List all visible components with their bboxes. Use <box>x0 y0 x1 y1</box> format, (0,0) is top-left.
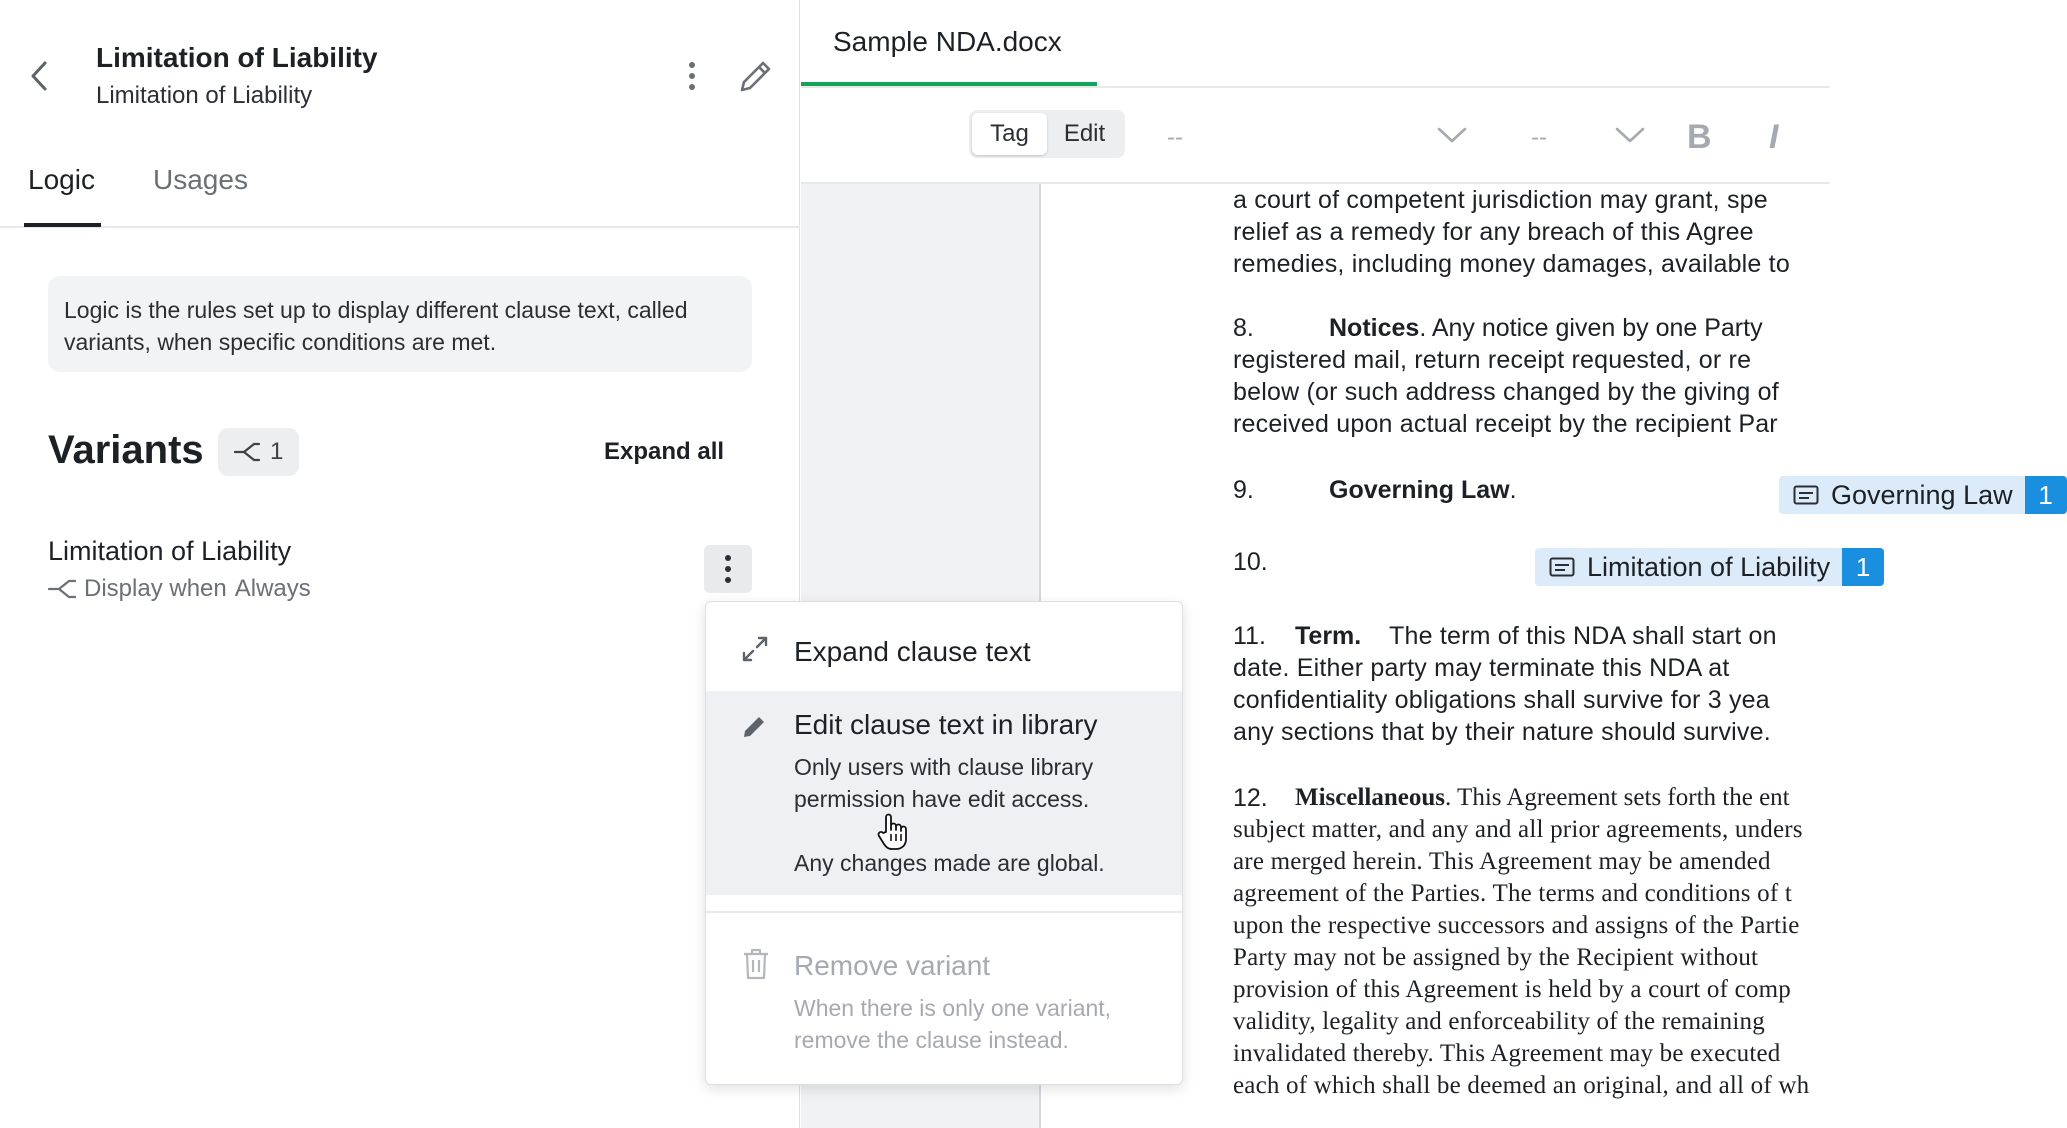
clause-panel <box>0 0 800 1128</box>
variant-condition <box>48 575 311 603</box>
section-first-line: The term of this NDA shall start on <box>1389 622 1777 650</box>
doc-line: are merged herein. This Agreement may be amended <box>1233 848 1771 875</box>
expand-clause-text-option[interactable] <box>706 602 1182 690</box>
section-heading <box>1329 314 1763 343</box>
vertical-ellipsis-icon <box>724 554 732 584</box>
doc-line: agreement of the Parties. The terms and conditions of t <box>1233 880 1792 907</box>
doc-line: provision of this Agreement is held by a court of comp <box>1233 976 1791 1003</box>
limitation-of-liability-clause-tag[interactable] <box>1535 548 1884 586</box>
menu-item-label: Edit clause text in library <box>794 709 1098 740</box>
section-first-line: . Any notice given by one Party <box>1419 314 1763 342</box>
section-heading-text: Notices <box>1329 314 1420 342</box>
clause-title: Limitation of Liability <box>96 42 378 73</box>
doc-line: upon the respective successors and assigns of the Partie <box>1233 912 1800 939</box>
branch-icon <box>48 579 76 599</box>
clause-tag-count: 1 <box>1842 548 1884 586</box>
menu-item-label: Expand clause text <box>794 636 1031 667</box>
doc-line: Party may not be assigned by the Recipient without <box>1233 944 1759 971</box>
variants-heading: Variants <box>48 428 204 472</box>
bold-button[interactable]: B <box>1687 118 1712 156</box>
more-options-button[interactable] <box>674 56 710 96</box>
back-button[interactable] <box>24 56 54 96</box>
mode-toggle <box>969 110 1125 158</box>
active-tab-indicator <box>24 223 101 227</box>
chevron-down-icon[interactable] <box>1615 126 1645 144</box>
tab-usages[interactable]: Usages <box>153 164 248 195</box>
variant-condition-value: Always <box>234 575 311 602</box>
section-heading-text: Miscellaneous <box>1295 784 1445 811</box>
size-select[interactable]: -- <box>1531 124 1547 151</box>
pencil-icon <box>739 59 773 93</box>
edit-mode-button[interactable]: Edit <box>1063 120 1106 147</box>
section-heading-text: Governing Law <box>1329 476 1510 504</box>
menu-item-description: When there is only one variant, remove the clause instead. <box>794 995 1112 1053</box>
doc-line: relief as a remedy for any breach of this Agree <box>1233 218 1754 246</box>
document-tab-indicator <box>801 82 1097 86</box>
clause-tabs <box>0 150 800 228</box>
section-heading-period: . <box>1509 476 1517 504</box>
pencil-icon <box>742 715 766 739</box>
menu-item-description: Any changes made are global. <box>794 850 1105 876</box>
editor-toolbar <box>801 88 1830 184</box>
tab-logic[interactable]: Logic <box>28 164 95 195</box>
doc-line: a court of competent jurisdiction may grant, spe <box>1233 186 1768 214</box>
section-heading <box>1329 476 1517 505</box>
remove-variant-option[interactable] <box>706 914 1182 1084</box>
italic-button[interactable]: I <box>1769 118 1779 156</box>
logic-info-box: Logic is the rules set up to display different clause text, called variants, when specific conditions are met. <box>48 276 752 372</box>
edit-clause-button[interactable] <box>736 56 776 96</box>
doc-line: remedies, including money damages, available to <box>1233 250 1790 278</box>
section-number: 10. <box>1233 548 1268 576</box>
clause-tag-count: 1 <box>2025 476 2067 514</box>
tag-mode-button[interactable]: Tag <box>972 113 1047 155</box>
vertical-ellipsis-icon <box>688 61 696 91</box>
variant-name[interactable]: Limitation of Liability <box>48 536 292 566</box>
chevron-down-icon[interactable] <box>1437 126 1467 144</box>
doc-line: any sections that by their nature should survive. <box>1233 718 1771 746</box>
section-number: 9. <box>1233 476 1254 504</box>
variant-options-menu <box>705 601 1183 1085</box>
document-tabbar <box>801 0 1830 88</box>
doc-line: invalidated thereby. This Agreement may be executed <box>1233 1040 1781 1067</box>
doc-line: each of which shall be deemed an original, and all of wh <box>1233 1072 1810 1099</box>
doc-line: validity, legality and enforceability of the remaining <box>1233 1008 1765 1035</box>
clause-tag-label: Governing Law <box>1831 479 2013 510</box>
clause-tag-label: Limitation of Liability <box>1587 551 1831 582</box>
doc-line: registered mail, return receipt requested, or re <box>1233 346 1752 374</box>
clause-subtitle: Limitation of Liability <box>96 82 313 109</box>
style-select[interactable]: -- <box>1167 124 1183 151</box>
tab-document[interactable]: Sample NDA.docx <box>833 26 1062 57</box>
doc-line: subject matter, and any and all prior agreements, unders <box>1233 816 1803 843</box>
expand-arrows-icon <box>742 636 768 662</box>
section-number: 8. <box>1233 314 1254 342</box>
clause-icon <box>1549 557 1575 577</box>
trash-icon <box>742 948 770 980</box>
variants-count-badge <box>218 428 299 476</box>
expand-all-button[interactable]: Expand all <box>604 438 725 465</box>
variant-condition-prefix: Display when <box>84 575 227 602</box>
variants-count: 1 <box>270 438 284 465</box>
chevron-left-icon <box>29 60 49 92</box>
section-heading <box>1295 784 1790 812</box>
menu-item-description: Only users with clause library permission have edit access. <box>794 754 1094 812</box>
governing-law-clause-tag[interactable] <box>1779 476 2067 514</box>
section-heading: Term. <box>1295 622 1362 650</box>
section-number: 11. <box>1233 622 1266 650</box>
section-number: 12. <box>1233 784 1268 812</box>
doc-line: below (or such address changed by the giving of <box>1233 378 1779 406</box>
section-first-line: . This Agreement sets forth the ent <box>1445 784 1790 811</box>
doc-line: received upon actual receipt by the recipient Par <box>1233 410 1778 438</box>
doc-line: date. Either party may terminate this NDA at <box>1233 654 1730 682</box>
doc-line: confidentiality obligations shall survive for 3 yea <box>1233 686 1770 714</box>
clause-icon <box>1793 485 1819 505</box>
menu-item-label: Remove variant <box>794 950 991 981</box>
edit-clause-in-library-option[interactable] <box>706 691 1182 895</box>
branch-icon <box>234 442 260 462</box>
variant-menu-button[interactable] <box>704 545 752 593</box>
menu-divider <box>706 911 1182 913</box>
